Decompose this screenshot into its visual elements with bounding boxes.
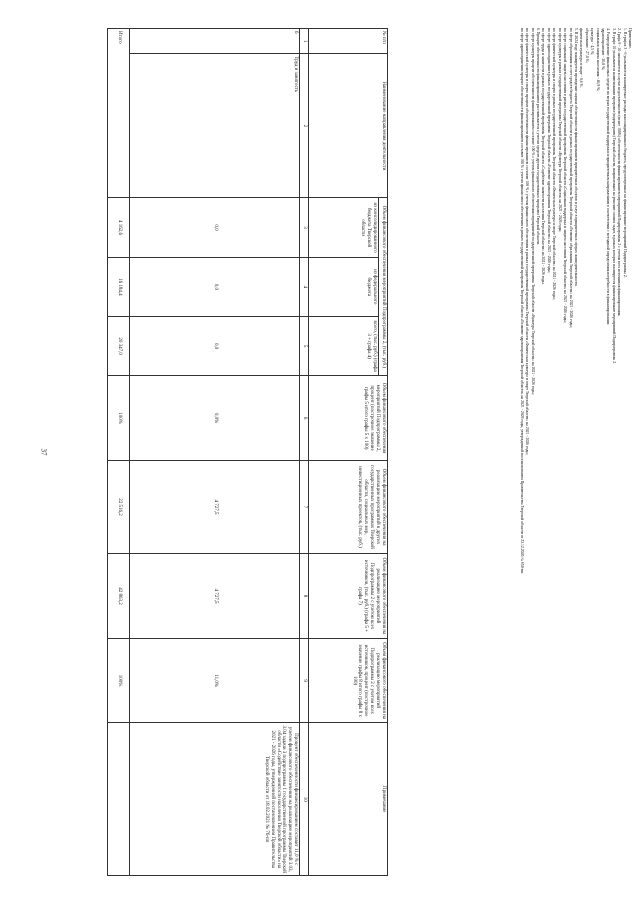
note-line: по сфере труда и занятости в рамках государственной программы Тверской области «Содействие занятости населения Тверской области» на 2021 - 2026 годы. <box>541 28 546 285</box>
row-total: 0,0 <box>130 316 300 375</box>
financing-table <box>107 28 388 876</box>
note-line: 4. Распределение финансовых средств по мерам государственной поддержки и приоритетным направлениям в соответствии с методикой определения потребности в финансировании: <box>606 28 611 325</box>
note-line: по сфере физической культуры и спорта процент обеспеченности финансированием составит 100 % с учетом финансового обеспечения в рамках государственной программы Тверской области «Физическая культура и спорт Тверской области» на 2021 - 2026 годы; <box>525 28 530 455</box>
total-row <box>108 29 130 876</box>
note-line: 3. В графе 10 указываются наименования программ (подпрограмм) Тверской области, направленных на решение схожих задач, в рамках которых планируется финансирование мероприятий Подпрограммы 2. <box>611 28 616 364</box>
row-share: 11,0% <box>130 638 300 723</box>
total-all-sources: 42 863,2 <box>108 554 130 639</box>
row-num: 6 <box>130 29 300 54</box>
note-line: 1. В графах 3 - 6 указываются планируемые расходы консолидированного бюджета, предусмотренные на финансирование мероприятий Подпрограммы 2. <box>622 28 627 278</box>
note-line: по сфере образования за счет средств бюджета Тверской области в рамках государственной программы Тверской области «Развитие образования Тверской области» на 2021 - 2026 годы; <box>568 28 573 328</box>
col-number: 5 <box>300 316 309 375</box>
note-line: по сфере социальной защиты населения в рамках государственной программы Тверской области «Социальная поддержка и защита населения Тверской области» на 2021 - 2026 годы; <box>563 28 568 324</box>
total-federal: 16 184,4 <box>108 257 130 316</box>
note-line: по сфере культуры в рамках государственной программы Тверской области «Культура Тверской области» на 2021 - 2026 годы; <box>557 28 562 233</box>
header-all-sources: Объем финансового обеспечения на реализацию мероприятий Подпрограммы 2 с учетом всех источников, (тыс. руб.) (графа 5 + графа 7) <box>309 554 388 639</box>
header-percent: Объем финансового обеспечения мероприятий Подпрограммы 2, процент (построчное значение графы 5 итого графы 5 х 100) <box>309 376 388 461</box>
note-line: по сфере здравоохранения в рамках государственной программы Тверской области «Развитие здравоохранения Тверской области» на 2021 - 2026 годы; <box>546 28 551 274</box>
subheader-total: всего, (тыс. руб.) (графа 3 + графа 4) <box>309 316 379 375</box>
row-regional: 0,0 <box>130 198 300 257</box>
notes-section <box>518 28 632 876</box>
total-percent: 100% <box>108 376 130 461</box>
col-number: 2 <box>300 54 309 198</box>
note-line: по сфере культуры процент обеспеченности финансированием составит 100 % с учетом финансового обеспечения мероприятий государственной программы Тверской области «Культура Тверской области» на 2021 - 2026 годы; <box>530 28 535 395</box>
total-regional: 4 162,6 <box>108 198 130 257</box>
note-line: по сфере здравоохранения процент обеспеченности финансированием составит 100 % с учетом финансового обеспечения в рамках государственной программы Тверской области «Развитие здравоохранения Тверской области» на 2021 - 2026 годы, утвержденной постановлением Правительства Тверской области от 23.12.2020 № 658-пп. <box>519 28 524 574</box>
row-percent: 0,0% <box>130 376 300 461</box>
row-federal: 0,0 <box>130 257 300 316</box>
row-all-sources: 4 727,5 <box>130 554 300 639</box>
total-total: 20 347,0 <box>108 316 130 375</box>
total-note <box>108 723 130 876</box>
total-share: 100% <box>108 638 130 723</box>
row-name: Труд и занятость <box>130 54 300 198</box>
total-other: 22 516,2 <box>108 460 130 553</box>
note-line: 5. В 2024 году планируется проведение оценки обеспеченности финансированием приоритетных объектов и услуг в приоритетных сферах жизнедеятельности. <box>573 28 578 287</box>
col-number: 4 <box>300 257 309 316</box>
header-group: Объем финансового обеспечения мероприятий Подпрограммы 2, (тыс. руб.) <box>379 198 388 376</box>
page-number: 37 <box>39 448 48 456</box>
subheader-federal: из федерального бюджета <box>309 257 379 316</box>
note-line: по сфере физической культуры и спорта в рамках государственной программы Тверской области «Физическая культура и спорт Тверской области» на 2021 - 2026 годы; <box>552 28 557 300</box>
col-number: 10 <box>300 723 309 876</box>
col-number: 1 <box>300 29 309 54</box>
note-line: социальная защита населения - 46,9 %; <box>595 28 600 92</box>
total-label: Итого <box>108 29 130 198</box>
header-other: Объем финансового обеспечения на реализацию мероприятий в других государственных программах Тверской области, социальных мер, инвестиционных проектов, (тыс. руб.) <box>309 460 388 553</box>
table-row <box>130 29 300 876</box>
col-number: 7 <box>300 460 309 553</box>
col-number: 3 <box>300 198 309 257</box>
subheader-regional: из консолидированного бюджета Тверской области <box>309 198 379 257</box>
header-share: Объем финансового обеспечения на реализацию мероприятий Подпрограммы 2 с учетом всех источников, процент (построчное значение графы 8 итого графы 8 х 100) <box>309 638 388 723</box>
note-line: физическая культура и спорт - 0,6 %. <box>579 28 584 88</box>
row-other: 4 727,5 <box>130 460 300 553</box>
header-direction: Наименование направления деятельности <box>309 54 388 198</box>
header-num: № п/п <box>309 29 388 54</box>
note-line: культура - 4,5 %; <box>590 28 595 56</box>
note-line: здравоохранение - 26,8 %; <box>600 28 605 71</box>
note-line: 2. Графа 9 - 10 заполняется в случае недостаточности (менее 100%) обеспеченности финансированием мероприятий Подпрограммы 2 с учетом всех источников финансирования. <box>617 28 622 317</box>
col-number: 9 <box>300 638 309 723</box>
col-number: 8 <box>300 554 309 639</box>
header-note: Примечание <box>309 723 388 876</box>
header-row <box>379 29 388 876</box>
column-number-row <box>300 29 309 876</box>
row-note: Процент обеспеченности финансированием составит 11,0 % с учетом финансового обеспечения на реализацию мероприятий 3.03, 3.04 задачи 3 подпрограммы 1 государственной программы Тверской области «Содействие занятости населения Тверской области» на 2021 - 2026 годы, утвержденной постановлением Правительства Тверской области от 18.02.2021 № 76-пп <box>130 723 300 876</box>
note-line: 6. Процент обеспеченности финансированием рассчитывается с учетом средств других государственных программ Тверской области. <box>536 28 541 245</box>
col-number: 6 <box>300 376 309 461</box>
notes-title: Примечание. <box>628 28 632 49</box>
note-line: образование - 27,0 %; <box>584 28 589 63</box>
